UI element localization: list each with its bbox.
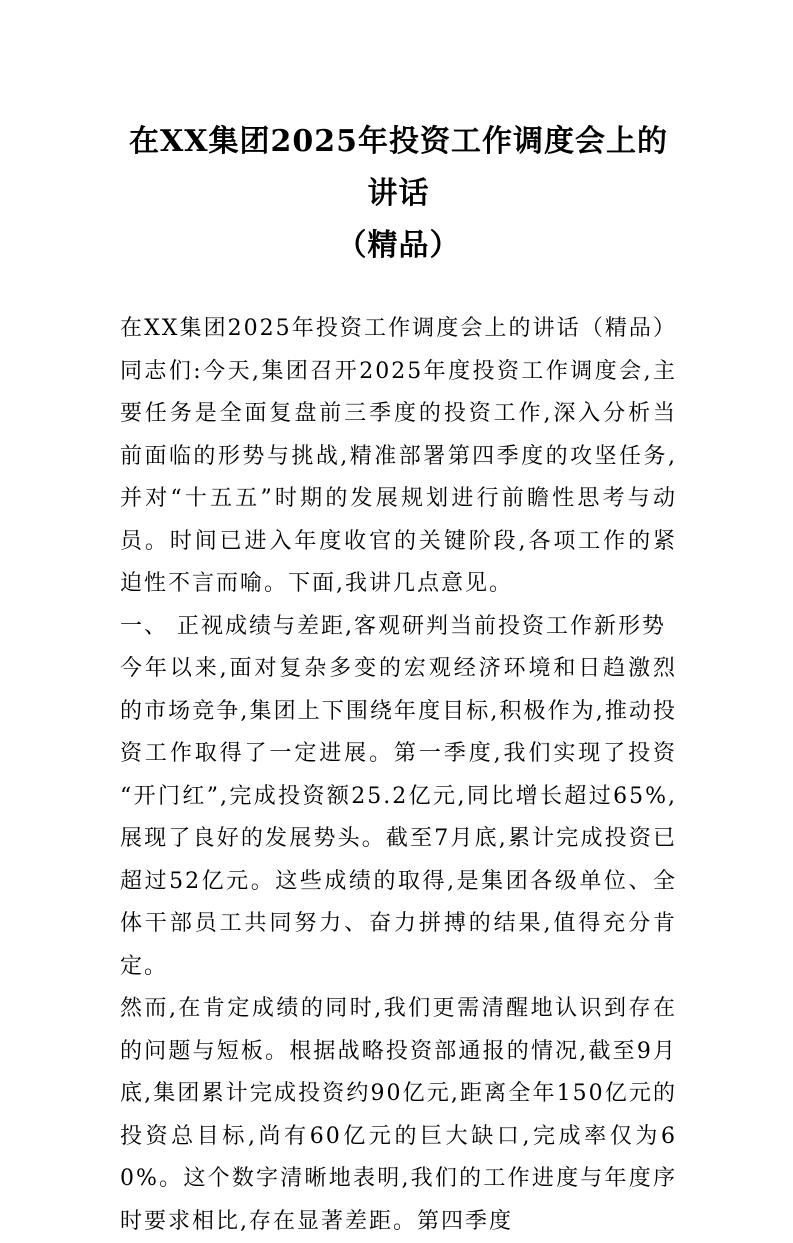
paragraph-achievements: 今年以来,面对复杂多变的宏观经济环境和日趋激烈的市场竞争,集团上下围绕年度目标,积极作为,推动投资工作取得了一定进展。第一季度,我们实现了投资“开门红”,完成投资额25.2亿元,同比增长超过65%,展现了良好的发展势头。截至7月底,累计完成投资已超过52亿元。这些成绩的取得,是集团各级单位、全体干部员工共同努力、奋力拼搏的结果,值得充分肯定。	[120, 656, 677, 979]
document-title-line-2: （精品）	[336, 228, 461, 263]
document-title-line-1: 在XX集团2025年投资工作调度会上的讲话	[128, 124, 669, 211]
paragraph-intro: 在XX集团2025年投资工作调度会上的讲话（精品）同志们:今天,集团召开2025年度投资工作调度会,主要任务是全面复盘前三季度的投资工作,深入分析当前面临的形势与挑战,精准部署第四季度的攻坚任务,并对“十五五”时期的发展规划进行前瞻性思考与动员。时间已进入年度收官的关键阶段,各项工作的紧迫性不言而喻。下面,我讲几点意见。	[120, 316, 677, 596]
section-heading-1: 一、 正视成绩与差距,客观研判当前投资工作新形势	[120, 613, 666, 639]
document-title	[120, 116, 677, 272]
document-body	[120, 308, 677, 1243]
paragraph-gaps: 然而,在肯定成绩的同时,我们更需清醒地认识到存在的问题与短板。根据战略投资部通报的情况,截至9月底,集团累计完成投资约90亿元,距离全年150亿元的投资总目标,尚有60亿元的巨大缺口,完成率仅为60%。这个数字清晰地表明,我们的工作进度与年度序时要求相比,存在显著差距。第四季度	[120, 996, 677, 1234]
